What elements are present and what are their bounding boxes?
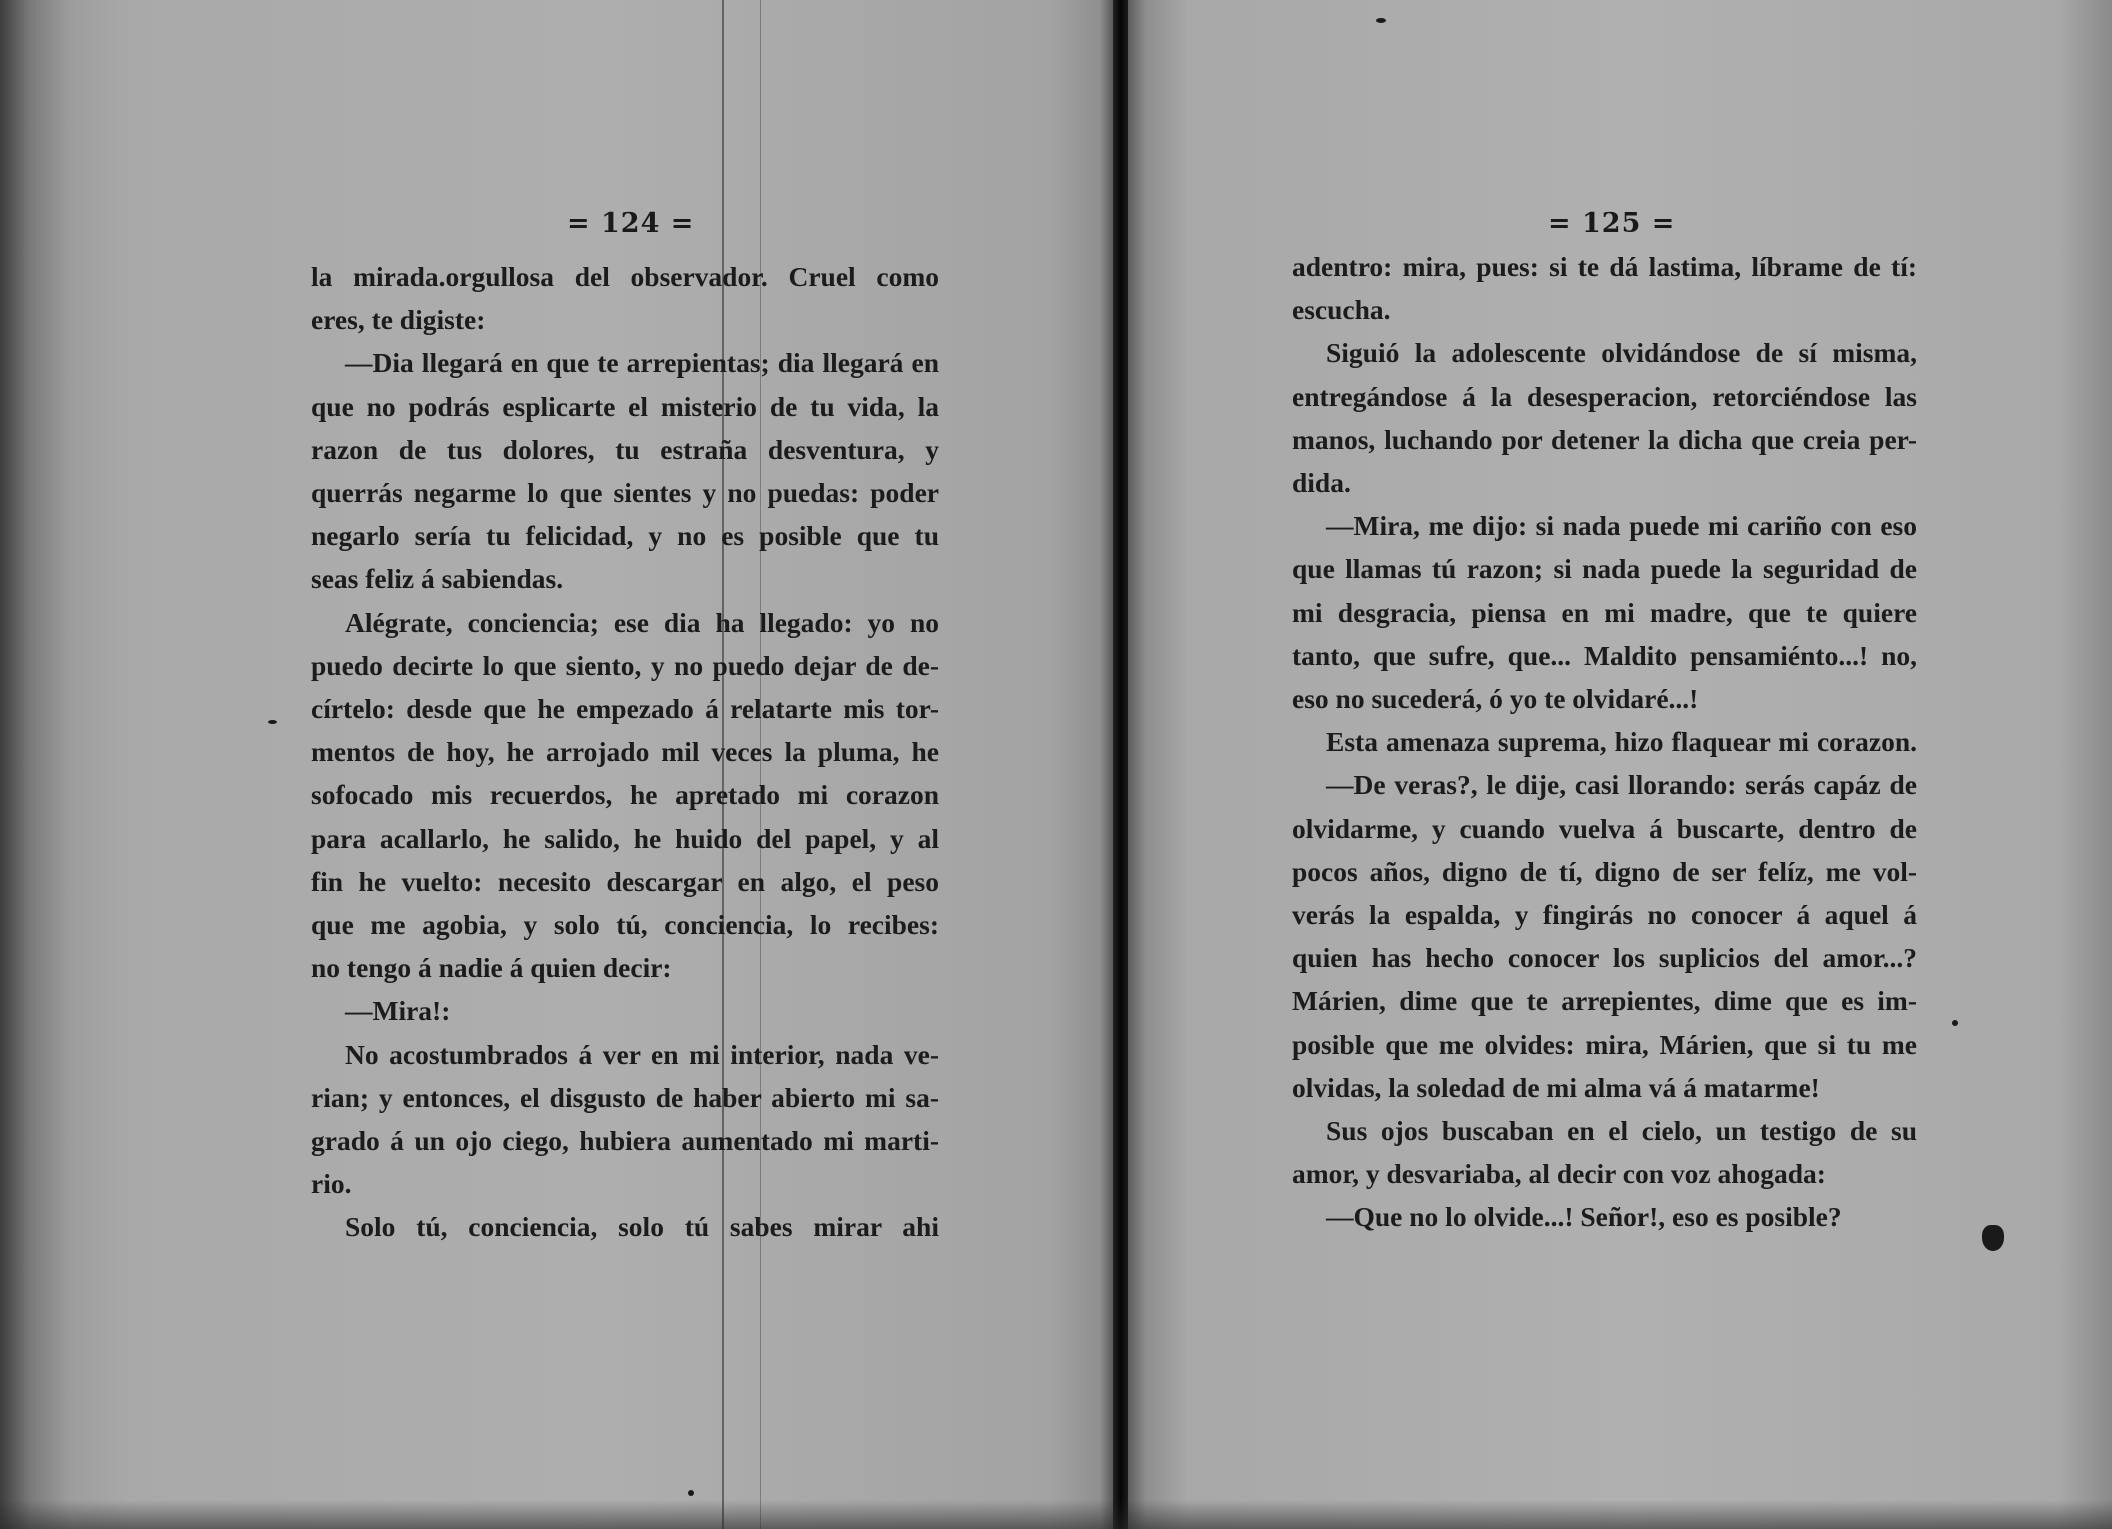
text-line: —Que no lo olvide...! Señor!, eso es posible? — [1326, 1201, 1842, 1233]
text-line: Solo tú, conciencia, solo tú sabes mirar ahi — [345, 1211, 939, 1243]
text-line: Alégrate, conciencia; ese dia ha llegado: yo no — [345, 606, 939, 638]
text-line: olvidarme, y cuando vuelva á buscarte, dentro de — [1292, 812, 1917, 844]
text-line: rio. — [311, 1168, 352, 1200]
text-line: entregándose á la desesperacion, retorciéndose las — [1292, 380, 1917, 412]
text-line: negarlo sería tu felicidad, y no es posible que tu — [311, 520, 939, 552]
text-line: quien has hecho conocer los suplicios del amor...? — [1292, 942, 1917, 974]
text-line: Sus ojos buscaban en el cielo, un testigo de su — [1326, 1115, 1917, 1147]
text-line: para acallarlo, he salido, he huido del papel, y al — [311, 822, 939, 854]
text-line: razon de tus dolores, tu estraña desventura, y — [311, 433, 939, 465]
text-line: mi desgracia, piensa en mi madre, que te quiere — [1292, 596, 1917, 628]
text-line: olvidas, la soledad de mi alma vá á matarme! — [1292, 1071, 1820, 1103]
book-gutter — [1113, 0, 1128, 1529]
text-line: No acostumbrados á ver en mi interior, nada ve- — [345, 1038, 939, 1070]
text-line: sofocado mis recuerdos, he apretado mi corazon — [311, 779, 939, 811]
text-line: —Mira!: — [345, 995, 451, 1027]
text-line: Esta amenaza suprema, hizo flaquear mi corazon. — [1326, 726, 1917, 758]
page-number-right: = 125 = — [1548, 208, 1676, 239]
bottom-shadow — [0, 1500, 2112, 1529]
ink-blot — [1982, 1225, 2004, 1251]
text-line: querrás negarme lo que sientes y no puedas: poder — [311, 477, 939, 509]
text-line: —De veras?, le dije, casi llorando: serás capáz de — [1326, 769, 1917, 801]
text-line: que llamas tú razon; si nada puede la seguridad de — [1292, 553, 1917, 585]
text-line: amor, y desvariaba, al decir con voz ahogada: — [1292, 1158, 1826, 1190]
text-line: fin he vuelto: necesito descargar en algo, el peso — [311, 865, 939, 897]
text-line: seas feliz á sabiendas. — [311, 563, 564, 595]
right-page — [1128, 0, 2112, 1529]
text-line: adentro: mira, pues: si te dá lastima, líbrame de tí: — [1292, 251, 1917, 282]
ink-speck — [1952, 1020, 1958, 1026]
text-line: posible que me olvides: mira, Márien, que si tu me — [1292, 1028, 1917, 1060]
text-line: eres, te digiste: — [311, 304, 486, 336]
ink-speck — [268, 720, 277, 724]
text-line: dida. — [1292, 467, 1351, 499]
text-line: grado á un ojo ciego, hubiera aumentado mi marti- — [311, 1125, 939, 1157]
text-line: verás la espalda, y fingirás no conocer á aquel á — [1292, 899, 1917, 931]
text-line: manos, luchando por detener la dicha que creia per- — [1292, 423, 1917, 455]
text-line: rian; y entonces, el disgusto de haber abierto mi sa- — [311, 1081, 939, 1113]
text-line: círtelo: desde que he empezado á relatarte mis tor- — [311, 693, 939, 725]
text-line: la mirada.orgullosa del observador. Cruel como — [311, 261, 939, 292]
text-line: pocos años, digno de tí, digno de ser felíz, me vol- — [1292, 855, 1917, 887]
text-line: —Dia llegará en que te arrepientas; dia llegará en — [345, 347, 939, 379]
text-line: escucha. — [1292, 294, 1391, 326]
ink-speck — [1376, 18, 1386, 23]
text-line: Márien, dime que te arrepientes, dime que es im- — [1292, 985, 1917, 1017]
text-line: mentos de hoy, he arrojado mil veces la pluma, he — [311, 736, 939, 768]
text-line: que no podrás esplicarte el misterio de tu vida, la — [311, 390, 939, 422]
right-page-text — [1292, 245, 1917, 1239]
text-line: —Mira, me dijo: si nada puede mi cariño con eso — [1326, 510, 1917, 542]
text-line: Siguió la adolescente olvidándose de sí misma, — [1326, 337, 1917, 369]
text-line: puedo decirte lo que siento, y no puedo dejar de de- — [311, 649, 939, 681]
left-page-text — [311, 255, 939, 1249]
page-number-left: = 124 = — [567, 208, 695, 239]
text-line: eso no sucederá, ó yo te olvidaré...! — [1292, 683, 1699, 715]
ink-speck — [688, 1490, 694, 1496]
text-line: tanto, que sufre, que... Maldito pensamiénto...! no, — [1292, 639, 1917, 671]
text-line: que me agobia, y solo tú, conciencia, lo recibes: — [311, 909, 939, 941]
text-line: no tengo á nadie á quien decir: — [311, 952, 672, 984]
